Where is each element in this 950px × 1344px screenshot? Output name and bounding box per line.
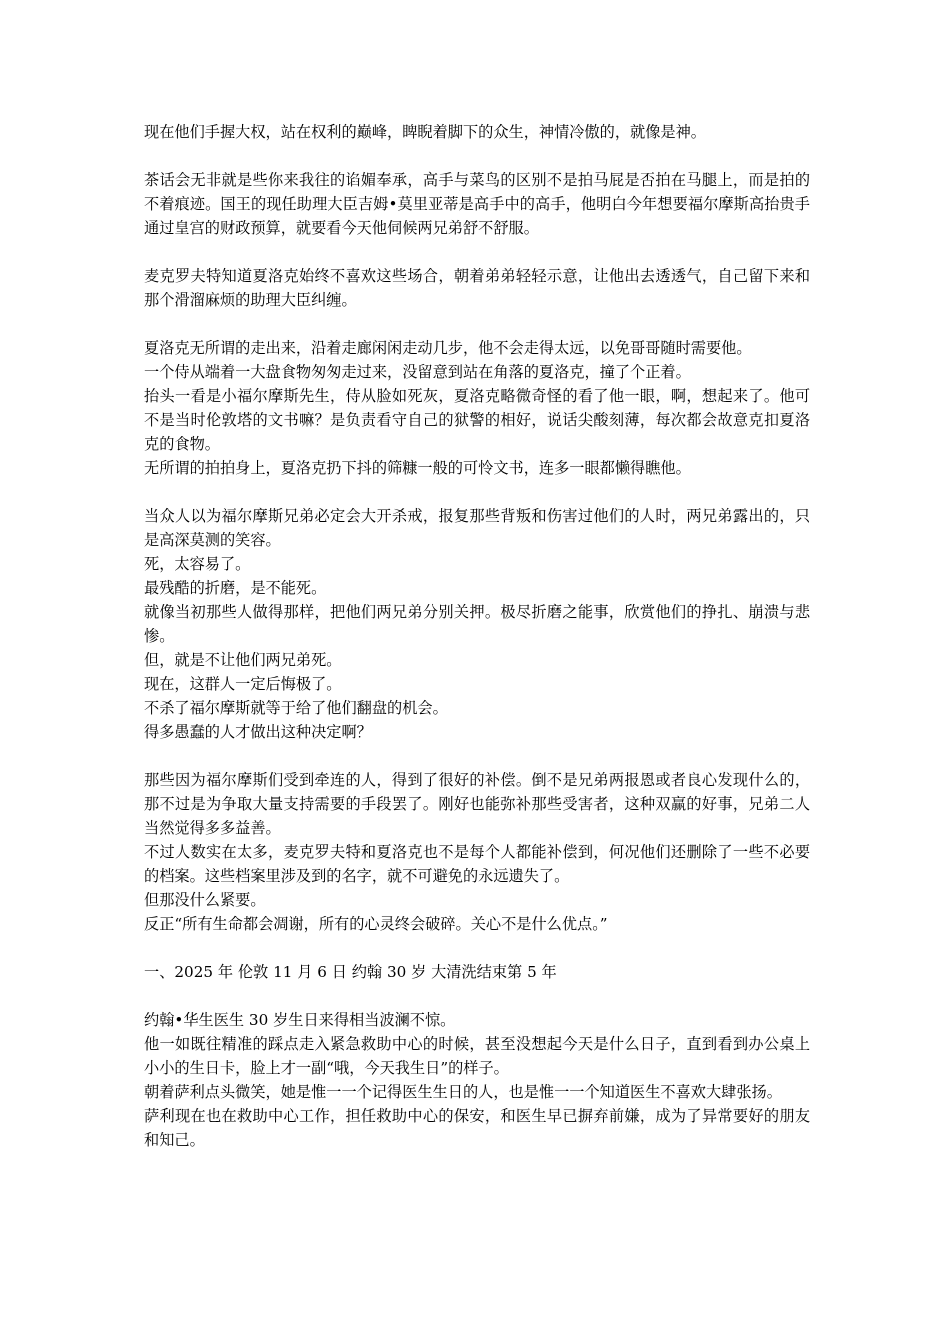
paragraph: 抬头一看是小福尔摩斯先生，侍从脸如死灰，夏洛克略微奇怪的看了他一眼，啊，想起来了。他可不是当时伦敦塔的文书嘛？是负责看守自己的狱警的相好，说话尖酸刻薄，每次都会故意克扣夏洛克的食物。 bbox=[144, 387, 810, 453]
paragraph: 那些因为福尔摩斯们受到牵连的人，得到了很好的补偿。倒不是兄弟两报恩或者良心发现什么的，那不过是为争取大量支持需要的手段罢了。刚好也能弥补那些受害者，这种双赢的好事，兄弟二人当然觉得多多益善。 bbox=[144, 771, 810, 837]
paragraph: 现在，这群人一定后悔极了。 bbox=[144, 675, 342, 693]
paragraph: 得多愚蠢的人才做出这种决定啊？ bbox=[144, 723, 372, 741]
paragraph: 麦克罗夫特知道夏洛克始终不喜欢这些场合，朝着弟弟轻轻示意，让他出去透透气，自己留下来和那个滑溜麻烦的助理大臣纠缠。 bbox=[144, 267, 810, 309]
chapter-heading: 一、2025 年 伦敦 11 月 6 日 约翰 30 岁 大清洗结束第 5 年 bbox=[144, 963, 557, 981]
paragraph: 不过人数实在太多，麦克罗夫特和夏洛克也不是每个人都能补偿到，何况他们还删除了一些不必要的档案。这些档案里涉及到的名字，就不可避免的永远遗失了。 bbox=[144, 843, 810, 885]
paragraph: 反正“所有生命都会凋谢，所有的心灵终会破碎。关心不是什么优点。” bbox=[144, 915, 608, 933]
paragraph: 但那没什么紧要。 bbox=[144, 891, 266, 909]
paragraph-gap bbox=[144, 936, 810, 960]
paragraph: 当众人以为福尔摩斯兄弟必定会大开杀戒，报复那些背叛和伤害过他们的人时，两兄弟露出的，只是高深莫测的笑容。 bbox=[144, 507, 810, 549]
paragraph: 约翰•华生医生 30 岁生日来得相当波澜不惊。 bbox=[144, 1011, 456, 1029]
paragraph-gap bbox=[144, 240, 810, 264]
paragraph-gap bbox=[144, 984, 810, 1008]
paragraph-gap bbox=[144, 312, 810, 336]
paragraph-gap bbox=[144, 144, 810, 168]
document-body bbox=[144, 120, 810, 1152]
paragraph: 一个侍从端着一大盘食物匆匆走过来，没留意到站在角落的夏洛克，撞了个正着。 bbox=[144, 363, 691, 381]
paragraph: 就像当初那些人做得那样，把他们两兄弟分别关押。极尽折磨之能事，欣赏他们的挣扎、崩溃与悲惨。 bbox=[144, 603, 810, 645]
paragraph-gap bbox=[144, 744, 810, 768]
paragraph-gap bbox=[144, 480, 810, 504]
paragraph: 最残酷的折磨，是不能死。 bbox=[144, 579, 327, 597]
paragraph: 夏洛克无所谓的走出来，沿着走廊闲闲走动几步，他不会走得太远，以免哥哥随时需要他。 bbox=[144, 339, 752, 357]
paragraph: 不杀了福尔摩斯就等于给了他们翻盘的机会。 bbox=[144, 699, 448, 717]
paragraph: 萨利现在也在救助中心工作，担任救助中心的保安，和医生早已摒弃前嫌，成为了异常要好的朋友和知己。 bbox=[144, 1107, 810, 1149]
paragraph: 死，太容易了。 bbox=[144, 555, 251, 573]
paragraph: 无所谓的拍拍身上，夏洛克扔下抖的筛糠一般的可怜文书，连多一眼都懒得瞧他。 bbox=[144, 459, 691, 477]
paragraph: 但，就是不让他们两兄弟死。 bbox=[144, 651, 342, 669]
paragraph: 现在他们手握大权，站在权利的巅峰，睥睨着脚下的众生，神情冷傲的，就像是神。 bbox=[144, 123, 706, 141]
paragraph: 茶话会无非就是些你来我往的谄媚奉承，高手与菜鸟的区别不是拍马屁是否拍在马腿上，而是拍的不着痕迹。国王的现任助理大臣吉姆•莫里亚蒂是高手中的高手，他明白今年想要福尔摩斯高抬贵手通过皇宫的财政预算，就要看今天他伺候两兄弟舒不舒服。 bbox=[144, 171, 810, 237]
paragraph: 他一如既往精准的踩点走入紧急救助中心的时候，甚至没想起今天是什么日子，直到看到办公桌上小小的生日卡，脸上才一副“哦，今天我生日”的样子。 bbox=[144, 1035, 810, 1077]
paragraph: 朝着萨利点头微笑，她是惟一一个记得医生生日的人，也是惟一一个知道医生不喜欢大肆张扬。 bbox=[144, 1083, 782, 1101]
